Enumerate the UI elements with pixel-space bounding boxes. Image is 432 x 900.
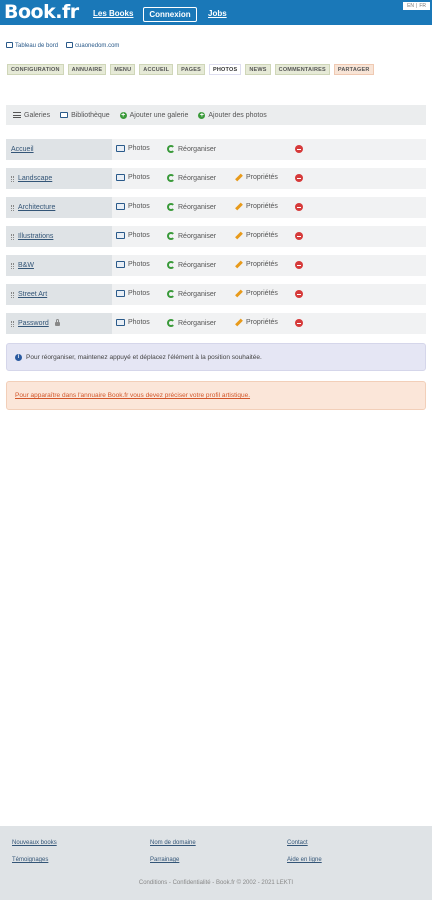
reorganize-button[interactable] (167, 290, 216, 298)
lang-en-link[interactable]: EN (407, 3, 415, 9)
drag-handle-icon[interactable] (11, 321, 14, 327)
reorganize-icon (167, 203, 175, 211)
gallery-name-cell (6, 168, 112, 189)
library-button[interactable] (60, 112, 110, 119)
delete-button[interactable] (295, 290, 303, 298)
properties-label: Propriétés (246, 290, 278, 297)
profile-warning-link[interactable]: Pour apparaître dans l'annuaire Book.fr vous devez préciser votre profil artistique. (15, 392, 251, 399)
gallery-name-link[interactable]: Architecture (18, 204, 56, 211)
photos-label: Photos (128, 261, 150, 268)
reorganize-button[interactable] (167, 261, 216, 269)
properties-button[interactable] (235, 174, 278, 181)
reorganize-label: Réorganiser (178, 232, 217, 240)
photos-label: Photos (128, 174, 150, 181)
add-gallery-button[interactable] (120, 112, 189, 119)
pencil-icon (235, 290, 243, 298)
tab-photos[interactable]: PHOTOS (209, 64, 241, 75)
properties-button[interactable] (235, 203, 278, 210)
tab-commentaires[interactable]: COMMENTAIRES (275, 64, 330, 75)
info-message (6, 343, 426, 371)
gallery-name-cell (6, 313, 112, 334)
reorganize-button[interactable] (167, 232, 216, 240)
photos-icon (116, 232, 125, 239)
gallery-name-link[interactable]: Password (18, 320, 49, 327)
photos-button[interactable] (116, 290, 150, 297)
gallery-name-link[interactable]: Landscape (18, 175, 53, 182)
gallery-row[interactable] (6, 139, 426, 160)
warning-message (6, 381, 426, 410)
photos-icon (116, 261, 125, 268)
gallery-row[interactable] (6, 255, 426, 276)
properties-label: Propriétés (246, 261, 278, 268)
copyright-line (0, 880, 432, 886)
library-icon (60, 112, 68, 118)
footer-domain-link[interactable]: Nom de domaine (150, 840, 196, 846)
reorganize-icon (167, 261, 175, 269)
footer-separator: - (168, 880, 171, 886)
photos-label: Photos (128, 145, 150, 152)
delete-icon (295, 319, 303, 327)
reorganize-label: Réorganiser (178, 319, 217, 327)
add-gallery-label: Ajouter une galerie (129, 111, 189, 119)
galleries-label: Galeries (24, 111, 51, 119)
photos-icon (116, 174, 125, 181)
site-logo[interactable]: Book.fr (4, 1, 79, 23)
gallery-name-cell (6, 197, 112, 218)
delete-button[interactable] (295, 232, 303, 240)
footer-testimonials-link[interactable]: Témoignages (12, 857, 49, 863)
footer-sponsorship-link[interactable]: Parrainage (150, 857, 180, 863)
drag-handle-icon[interactable] (11, 205, 14, 211)
nav-jobs-link[interactable]: Jobs (208, 9, 227, 18)
reorganize-icon (167, 290, 175, 298)
reorganize-label: Réorganiser (178, 174, 217, 182)
reorganize-label: Réorganiser (178, 203, 217, 211)
delete-icon (295, 145, 303, 153)
dashboard-icon (6, 42, 13, 48)
properties-label: Propriétés (246, 232, 278, 239)
reorganize-label: Réorganiser (178, 290, 217, 298)
photos-button[interactable] (116, 319, 150, 326)
properties-button[interactable] (235, 319, 278, 326)
pencil-icon (235, 319, 243, 327)
add-photos-button[interactable] (198, 112, 266, 119)
reorganize-label: Réorganiser (178, 261, 217, 269)
delete-button[interactable] (295, 319, 303, 327)
gallery-actions (112, 197, 426, 218)
footer-help-link[interactable]: Aide en ligne (287, 857, 322, 863)
reorganize-icon (167, 174, 175, 182)
drag-handle-icon[interactable] (11, 292, 14, 298)
photos-label: Photos (128, 203, 150, 210)
reorganize-button[interactable] (167, 203, 216, 211)
properties-button[interactable] (235, 290, 278, 297)
pencil-icon (235, 232, 243, 240)
login-button[interactable]: Connexion (143, 7, 197, 22)
properties-label: Propriétés (246, 203, 278, 210)
photos-icon (116, 203, 125, 210)
plus-icon: + (121, 111, 126, 119)
tab-annuaire[interactable]: ANNUAIRE (68, 64, 107, 75)
library-label: Bibliothèque (71, 111, 110, 119)
gallery-actions (112, 284, 426, 305)
gallery-actions (112, 226, 426, 247)
gallery-name-link[interactable]: Illustrations (18, 233, 54, 240)
gallery-name-cell (6, 255, 112, 276)
photos-label: Photos (128, 232, 150, 239)
plus-icon: + (199, 111, 204, 119)
top-bar (0, 0, 432, 25)
delete-icon (295, 203, 303, 211)
footer-new-books-link[interactable]: Nouveaux books (12, 840, 57, 846)
delete-icon (295, 174, 303, 182)
gallery-name-link[interactable]: Street Art (18, 291, 48, 298)
gallery-actions (112, 168, 426, 189)
lock-icon (55, 322, 60, 326)
delete-button[interactable] (295, 203, 303, 211)
properties-label: Propriétés (246, 174, 278, 181)
pencil-icon (235, 261, 243, 269)
gallery-name-cell (6, 226, 112, 247)
gallery-row[interactable] (6, 197, 426, 218)
nav-les-books-link[interactable]: Les Books (93, 9, 134, 18)
gallery-name-link[interactable]: B&W (18, 262, 34, 269)
gallery-actions (112, 139, 426, 160)
reorganize-icon (167, 232, 175, 240)
pencil-icon (235, 203, 243, 211)
gallery-row[interactable] (6, 168, 426, 189)
delete-icon (295, 232, 303, 240)
dashboard-link[interactable]: Tableau de bord (15, 43, 59, 49)
photos-icon (116, 145, 125, 152)
properties-button[interactable] (235, 232, 278, 239)
drag-handle-icon[interactable] (11, 263, 14, 269)
pencil-icon (235, 174, 243, 182)
footer-contact-link[interactable]: Contact (287, 840, 308, 846)
lang-fr-link[interactable]: FR (419, 3, 426, 9)
privacy-link[interactable]: Confidentialité (172, 880, 211, 886)
reorganize-button[interactable] (167, 174, 216, 182)
delete-icon (295, 290, 303, 298)
gallery-name-cell (6, 284, 112, 305)
photos-button[interactable] (116, 174, 150, 181)
list-icon (13, 112, 21, 118)
tab-pages[interactable]: PAGES (177, 64, 205, 75)
photos-label: Photos (128, 290, 150, 297)
lang-separator: | (416, 3, 418, 9)
info-text: Pour réorganiser, maintenez appuyé et déplacez l'élément à la position souhaitée. (26, 353, 262, 361)
info-icon: i (15, 354, 22, 361)
gallery-row[interactable] (6, 313, 426, 334)
gallery-name-link[interactable]: Accueil (11, 146, 34, 153)
photos-button[interactable] (116, 145, 150, 152)
external-site-icon (66, 42, 73, 48)
footer (0, 826, 432, 900)
delete-button[interactable] (295, 261, 303, 269)
properties-label: Propriétés (246, 319, 278, 326)
reorganize-button[interactable] (167, 319, 216, 327)
admin-tabs (7, 64, 427, 75)
gallery-row[interactable] (6, 284, 426, 305)
gallery-toolbar (6, 105, 426, 125)
reorganize-icon (167, 319, 175, 327)
gallery-row[interactable] (6, 226, 426, 247)
conditions-link[interactable]: Conditions (138, 880, 168, 886)
reorganize-icon (167, 145, 175, 153)
gallery-actions (112, 255, 426, 276)
tab-news[interactable]: NEWS (245, 64, 270, 75)
delete-button[interactable] (295, 145, 303, 153)
drag-handle-icon[interactable] (11, 176, 14, 182)
photos-label: Photos (128, 319, 150, 326)
gallery-actions (112, 313, 426, 334)
reorganize-button[interactable] (167, 145, 216, 153)
tab-accueil[interactable]: ACCUEIL (139, 64, 173, 75)
photos-icon (116, 290, 125, 297)
delete-button[interactable] (295, 174, 303, 182)
photos-button[interactable] (116, 203, 150, 210)
gallery-name-cell (6, 139, 112, 160)
photos-button[interactable] (116, 261, 150, 268)
breadcrumb (6, 42, 119, 49)
tab-configuration[interactable]: CONFIGURATION (7, 64, 64, 75)
reorganize-label: Réorganiser (178, 145, 217, 153)
delete-icon (295, 261, 303, 269)
properties-button[interactable] (235, 261, 278, 268)
add-photos-label: Ajouter des photos (208, 111, 267, 119)
site-link[interactable]: cuaonedom.com (75, 43, 120, 49)
photos-button[interactable] (116, 232, 150, 239)
language-switcher (403, 2, 430, 10)
drag-handle-icon[interactable] (11, 234, 14, 240)
galleries-button[interactable] (13, 112, 50, 119)
tab-partager[interactable]: PARTAGER (334, 64, 374, 75)
photos-icon (116, 319, 125, 326)
tab-menu[interactable]: MENU (110, 64, 135, 75)
copyright-text: - Book.fr © 2002 - 2021 LEKTI (212, 880, 294, 886)
